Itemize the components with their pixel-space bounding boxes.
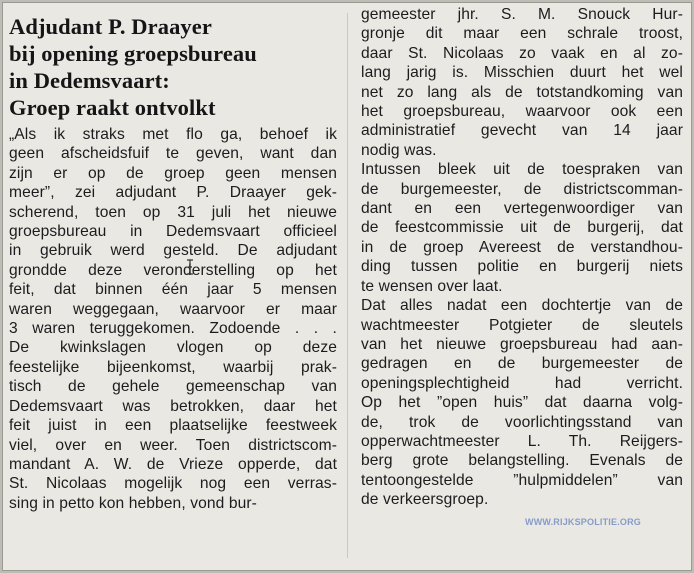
article-paragraph-left <box>9 125 337 513</box>
text-line: Dedemsvaart was betrokken, daar het <box>9 397 337 415</box>
text-line: het groepsbureau, waarvoor ook een <box>361 103 683 121</box>
text-line: administratief gevecht van 14 jaar <box>361 122 683 140</box>
text-line: Op het ”open huis” dat daarna volg- <box>361 394 683 412</box>
article-paragraph <box>361 5 683 160</box>
left-column <box>9 9 337 513</box>
text-cursor-icon <box>183 259 197 275</box>
text-line: „Als ik straks met flo ga, behoef ik <box>9 126 337 143</box>
text-line: feestelijke bijeenkomst, waarbij prak- <box>9 358 337 376</box>
text-line: ding tussen politie en burgerij niets <box>361 258 683 276</box>
text-line: grondde deze veronderstelling op het <box>9 261 337 279</box>
text-line: groepsbureau in Dedemsvaart officieel <box>9 223 337 241</box>
text-line: St. Nicolaas mogelijk nog een verras- <box>9 475 337 493</box>
headline-line: in Dedemsvaart: <box>9 68 170 93</box>
text-line: 3 waren teruggekomen. Zodoende . . . <box>9 320 337 338</box>
text-line: de burgemeester, de districtscomman- <box>361 180 683 198</box>
headline <box>9 13 337 121</box>
text-line: geen afscheidsfuif te geven, want dan <box>9 145 337 163</box>
text-line: gemeester jhr. S. M. Snouck Hur- <box>361 6 683 23</box>
text-line: waren weggegaan, waarvoor er maar <box>9 300 337 318</box>
text-line: feit juist in een plaatselijke feestweek <box>9 417 337 435</box>
text-line: tisch de gehele gemeenschap van <box>9 378 337 396</box>
headline-line: Groep raakt ontvolkt <box>9 95 216 120</box>
text-line: in gebruik werd gesteld. De adjudant <box>9 242 337 260</box>
text-line: nodig was. <box>361 141 437 159</box>
text-line: tentoongestelde ”hulpmiddelen” van <box>361 471 683 489</box>
article-paragraph <box>361 296 683 509</box>
text-line: Intussen bleek uit de toespraken van <box>361 161 683 179</box>
text-line: opperwachtmeester L. Th. Reijgers- <box>361 432 683 450</box>
text-line: mandant A. W. de Vrieze opperde, dat <box>9 455 337 473</box>
right-column <box>361 5 683 510</box>
article-paragraph <box>361 160 683 296</box>
text-line: de, trok de voorlichtingsstand van <box>361 413 683 431</box>
text-line: openingsplechtigheid had verricht. <box>361 374 683 392</box>
text-line: gedragen en de burgemeester de <box>361 355 683 373</box>
text-line: Dat alles nadat een dochtertje van de <box>361 297 683 315</box>
text-line: sing in petto kon hebben, vond bur- <box>9 494 257 512</box>
text-line: gronje dit maar een schrale troost, <box>361 25 683 43</box>
text-line: de feestcommissie uit de burgerij, dat <box>361 219 683 237</box>
newspaper-clipping <box>2 2 692 571</box>
text-line: berg grote belangstelling. Evenals de <box>361 452 683 470</box>
text-line: wachtmeester Potgieter de sleutels <box>361 316 683 334</box>
text-line: De kwinkslagen vlogen op deze <box>9 339 337 357</box>
text-line: te wensen over laat. <box>361 277 503 295</box>
watermark: WWW.RIJKSPOLITIE.ORG <box>525 517 641 527</box>
text-line: de verkeersgroep. <box>361 491 489 509</box>
text-line: scherend, toen op 31 juli het nieuwe <box>9 203 337 221</box>
text-line: lang jarig is. Misschien duurt het wel <box>361 64 683 82</box>
text-line: daar St. Nicolaas zo vaak en al zo- <box>361 44 683 62</box>
headline-line: Adjudant P. Draayer <box>9 14 212 39</box>
text-line: in de groep Avereest de verstandhou- <box>361 238 683 256</box>
headline-line: bij opening groepsbureau <box>9 41 257 66</box>
text-line: dant en een vertegenwoordiger van <box>361 200 683 218</box>
text-line: meer”, zei adjudant P. Draayer gek- <box>9 184 337 202</box>
text-line: zijn er op de groep geen mensen <box>9 164 337 182</box>
text-line: van het nieuwe groepsbureau had aan- <box>361 335 683 353</box>
text-line: net zo lang als de totstandkoming van <box>361 83 683 101</box>
text-line: viel, over en weer. Toen districtscom- <box>9 436 337 454</box>
column-divider <box>347 13 348 558</box>
text-line: feit, dat binnen één jaar 5 mensen <box>9 281 337 299</box>
